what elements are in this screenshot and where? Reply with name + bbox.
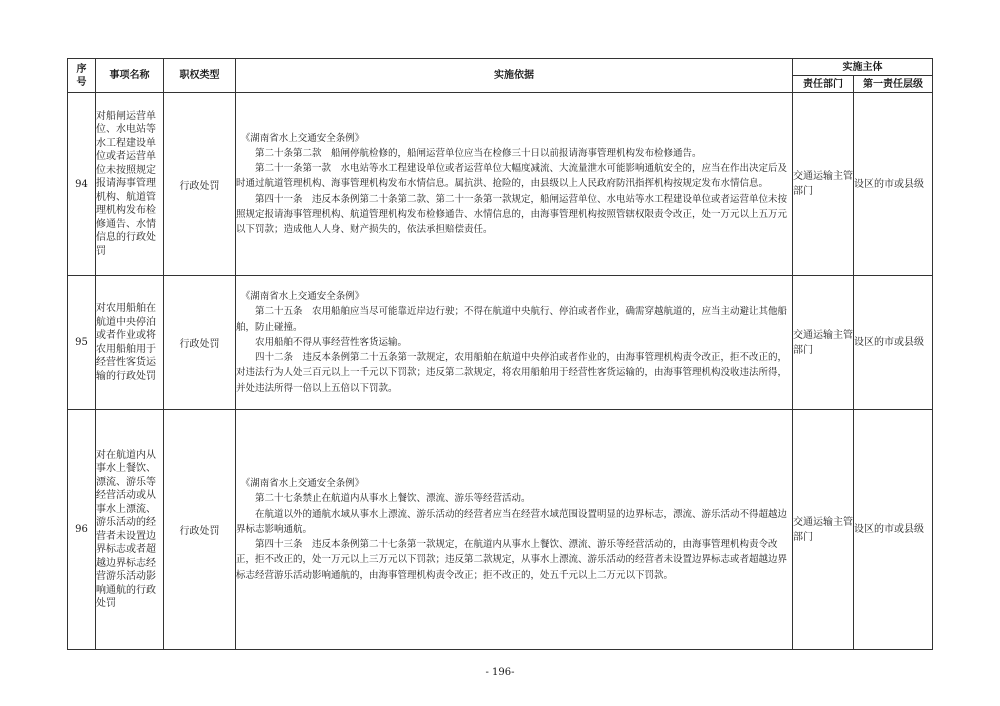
legal-basis [236,93,793,276]
header-basis: 实施依据 [236,59,793,93]
responsible-dept: 交通运输主管部门 [793,276,854,410]
page-number: - 196- [485,667,515,678]
basis-paragraph: 第二十七条禁止在航道内从事水上餐饮、漂流、游乐等经营活动。 [255,493,531,505]
authority-type: 行政处罚 [164,410,236,650]
basis-paragraph: 第二十一条第一款 水电站等水工程建设单位或者运营单位大幅度减流、大流量泄水可能影响通航安全的，应当在作出决定后及时通过航道管理机构、海事管理机构发布水情信息。属抗洪、抢险的，由县级以上人民政府防汛指挥机构按规定发布水情信息。 [236,163,788,190]
basis-paragraph: 第二十五条 农用船舶应当尽可能靠近岸边行驶；不得在航道中央航行、停泊或者作业，确需穿越航道的，应当主动避让其他船舶，防止碰撞。 [236,306,788,333]
enforcement-table [67,58,933,650]
law-title: 《湖南省水上交通安全条例》 [240,132,365,144]
header-level: 第一责任层级 [854,76,933,93]
table-row [68,410,933,650]
basis-paragraph: 四十二条 违反本条例第二十五条第一款规定，农用船舶在航道中央停泊或者作业的，由海事管理机构责令改正，拒不改正的，对违法行为人处三百元以上一千元以下罚款；违反第二款规定，将农用船舶用于经营性客货运输的，由海事管理机构没收违法所得，并处违法所得一倍以上五倍以下罚款。 [236,352,788,394]
row-number: 94 [68,93,96,276]
row-number: 95 [68,276,96,410]
authority-type: 行政处罚 [164,93,236,276]
authority-type: 行政处罚 [164,276,236,410]
header-type: 职权类型 [164,59,236,93]
row-number: 96 [68,410,96,650]
header-subject: 实施主体 [793,59,933,76]
item-name: 对在航道内从事水上餐饮、漂流、游乐等经营活动或从事水上漂流、游乐活动的经营者未设置边界标志或者超越边界标志经营游乐活动影响通航的行政处罚 [96,410,164,650]
header-name: 事项名称 [96,59,164,93]
table-row [68,93,933,276]
header-seq: 序号 [68,59,96,93]
header-dept: 责任部门 [793,76,854,93]
item-name: 对船闸运营单位、水电站等水工程建设单位或者运营单位未按照规定报请海事管理机构、航道管理机构发布检修通告、水情信息的行政处罚 [96,93,164,276]
item-name: 对农用船舶在航道中央停泊或者作业或将农用船舶用于经营性客货运输的行政处罚 [96,276,164,410]
header-row-1 [68,59,933,76]
responsible-dept: 交通运输主管部门 [793,410,854,650]
responsibility-level: 设区的市或县级 [854,276,933,410]
responsibility-level: 设区的市或县级 [854,410,933,650]
legal-basis [236,276,793,410]
basis-paragraph: 农用船舶不得从事经营性客货运输。 [255,336,408,348]
responsibility-level: 设区的市或县级 [854,93,933,276]
table-row [68,276,933,410]
basis-paragraph: 第四十一条 违反本条例第二十条第二款、第二十一条第一款规定，船闸运营单位、水电站等水工程建设单位或者运营单位未按照规定报请海事管理机构、航道管理机构发布检修通告、水情信息的，由海事管理机构按照管辖权限责令改正，处一万元以上五万元以下罚款；造成他人人身、财产损失的，依法承担赔偿责任。 [236,193,788,235]
responsible-dept: 交通运输主管部门 [793,93,854,276]
basis-paragraph: 第二十条第二款 船闸停航检修的，船闸运营单位应当在检修三十日以前报请海事管理机构发布检修通告。 [255,147,702,159]
basis-paragraph: 在航道以外的通航水域从事水上漂流、游乐活动的经营者应当在经营水域范围设置明显的边界标志，漂流、游乐活动不得超越边界标志影响通航。 [236,508,788,535]
basis-paragraph: 第四十三条 违反本条例第二十七条第一款规定，在航道内从事水上餐饮、漂流、游乐等经营活动的，由海事管理机构责令改正，拒不改正的，处一万元以上三万元以下罚款；违反第二款规定，从事水上漂流、游乐活动的经营者未设置边界标志或者超越边界标志经营游乐活动影响通航的，由海事管理机构责令改正；拒不改正的，处五千元以上二万元以下罚款。 [236,539,788,581]
law-title: 《湖南省水上交通安全条例》 [240,291,365,303]
legal-basis [236,410,793,650]
law-title: 《湖南省水上交通安全条例》 [240,478,365,490]
